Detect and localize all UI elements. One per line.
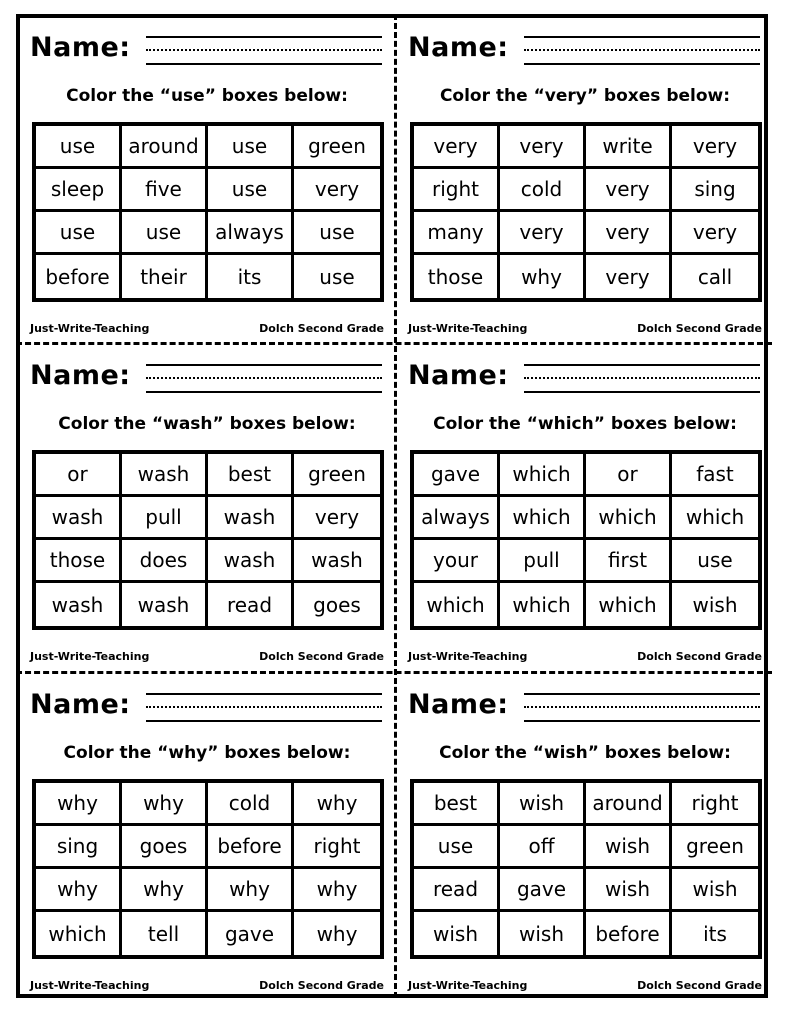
worksheet-card-3 — [18, 344, 396, 672]
word-box[interactable]: very — [672, 126, 758, 169]
instruction-text: Color the “very” boxes below: — [439, 86, 731, 106]
word-box[interactable]: call — [697, 264, 733, 289]
word-box[interactable]: green — [672, 826, 758, 869]
word-box[interactable]: sing — [672, 169, 758, 212]
word-box[interactable]: very — [672, 212, 758, 255]
name-row — [408, 360, 760, 400]
instruction-text: Color the “which” boxes below: — [433, 414, 737, 434]
word-box[interactable]: its — [703, 921, 727, 946]
word-box[interactable]: their — [122, 255, 208, 298]
word-box[interactable]: tell — [122, 912, 208, 955]
word-grid — [32, 122, 384, 302]
word-box[interactable]: wash — [36, 583, 122, 626]
line-top — [146, 364, 382, 366]
word-box[interactable]: wish — [586, 869, 672, 912]
word-box[interactable]: right — [414, 169, 500, 212]
word-box[interactable]: wash — [122, 583, 208, 626]
publisher-credit: Just-Write-Teaching — [30, 979, 150, 992]
word-box[interactable]: off — [500, 826, 586, 869]
word-box[interactable]: why — [36, 783, 122, 826]
line-mid — [146, 49, 382, 51]
line-bot — [524, 63, 760, 65]
word-box[interactable]: or — [586, 454, 672, 497]
word-box[interactable]: your — [414, 540, 500, 583]
word-box[interactable]: which — [500, 583, 586, 626]
word-box[interactable]: which — [586, 497, 672, 540]
name-label: Name: — [408, 32, 509, 63]
word-box[interactable]: before — [36, 255, 122, 298]
instruction-text: Color the “why” boxes below: — [63, 743, 351, 763]
worksheet-card-4 — [396, 344, 774, 672]
word-box[interactable]: or — [36, 454, 122, 497]
name-label: Name: — [30, 32, 131, 63]
word-box[interactable]: read — [414, 869, 500, 912]
name-writing-lines[interactable] — [524, 364, 760, 398]
word-box[interactable]: wash — [208, 540, 294, 583]
line-bot — [146, 720, 382, 722]
line-bot — [524, 720, 760, 722]
word-box[interactable]: why — [500, 255, 586, 298]
word-box[interactable]: cold — [208, 783, 294, 826]
word-box[interactable]: why — [316, 921, 358, 946]
word-box[interactable]: why — [122, 869, 208, 912]
word-box[interactable]: best — [414, 783, 500, 826]
word-box[interactable]: first — [586, 540, 672, 583]
word-box[interactable]: those — [414, 255, 500, 298]
word-box[interactable]: right — [672, 783, 758, 826]
word-box[interactable]: fast — [672, 454, 758, 497]
word-box[interactable]: right — [294, 826, 380, 869]
line-bot — [524, 391, 760, 393]
word-box[interactable]: around — [586, 783, 672, 826]
word-box[interactable]: use — [294, 212, 380, 255]
word-box[interactable]: use — [122, 212, 208, 255]
word-box[interactable]: why — [208, 869, 294, 912]
word-box[interactable]: cold — [500, 169, 586, 212]
word-box[interactable]: wash — [294, 540, 380, 583]
publisher-credit: Just-Write-Teaching — [30, 650, 150, 663]
name-label: Name: — [408, 689, 509, 720]
publisher-credit: Just-Write-Teaching — [30, 322, 150, 335]
name-writing-lines[interactable] — [146, 364, 382, 398]
word-box[interactable]: sing — [36, 826, 122, 869]
word-box[interactable]: use — [672, 540, 758, 583]
line-top — [146, 693, 382, 695]
word-grid — [410, 779, 762, 959]
line-top — [146, 36, 382, 38]
word-box[interactable]: before — [208, 826, 294, 869]
word-box[interactable]: pull — [122, 497, 208, 540]
instruction-text: Color the “wash” boxes below: — [58, 414, 356, 434]
word-box[interactable]: which — [586, 583, 672, 626]
word-box[interactable]: use — [208, 169, 294, 212]
word-box[interactable]: wish — [500, 783, 586, 826]
word-grid — [32, 450, 384, 630]
grade-level-label: Dolch Second Grade — [637, 650, 762, 663]
name-writing-lines[interactable] — [146, 36, 382, 70]
word-box[interactable]: five — [122, 169, 208, 212]
name-row — [30, 689, 382, 729]
worksheet-card-1 — [18, 16, 396, 344]
word-box[interactable]: gave — [414, 454, 500, 497]
word-box[interactable]: wish — [500, 912, 586, 955]
word-box[interactable]: use — [36, 126, 122, 169]
word-box[interactable]: sleep — [36, 169, 122, 212]
name-row — [30, 32, 382, 72]
word-grid — [410, 122, 762, 302]
word-box[interactable]: very — [414, 126, 500, 169]
word-grid — [410, 450, 762, 630]
publisher-credit: Just-Write-Teaching — [408, 322, 528, 335]
word-box[interactable]: best — [208, 454, 294, 497]
word-box[interactable]: always — [414, 497, 500, 540]
word-box[interactable]: which — [36, 912, 122, 955]
word-box[interactable]: very — [500, 212, 586, 255]
word-box[interactable]: which — [500, 454, 586, 497]
grade-level-label: Dolch Second Grade — [637, 979, 762, 992]
worksheet-card-6 — [396, 673, 774, 1001]
line-top — [524, 364, 760, 366]
name-label: Name: — [30, 360, 131, 391]
line-bot — [146, 63, 382, 65]
word-box[interactable]: why — [36, 869, 122, 912]
word-box[interactable]: which — [500, 497, 586, 540]
worksheet-card-2 — [396, 16, 774, 344]
word-box[interactable]: its — [208, 255, 294, 298]
word-box[interactable]: goes — [313, 592, 361, 617]
grade-level-label: Dolch Second Grade — [637, 322, 762, 335]
name-writing-lines[interactable] — [524, 36, 760, 70]
word-box[interactable]: many — [414, 212, 500, 255]
word-box[interactable]: always — [208, 212, 294, 255]
word-box[interactable]: very — [586, 212, 672, 255]
word-box[interactable]: wish — [672, 869, 758, 912]
word-box[interactable]: very — [586, 169, 672, 212]
line-mid — [524, 49, 760, 51]
word-box[interactable]: pull — [500, 540, 586, 583]
word-box[interactable]: write — [586, 126, 672, 169]
word-box[interactable]: very — [294, 497, 380, 540]
word-box[interactable]: which — [414, 583, 500, 626]
word-box[interactable]: very — [586, 255, 672, 298]
word-box[interactable]: wash — [122, 454, 208, 497]
word-box[interactable]: green — [294, 454, 380, 497]
word-box[interactable]: wash — [36, 497, 122, 540]
publisher-credit: Just-Write-Teaching — [408, 650, 528, 663]
line-mid — [146, 706, 382, 708]
name-row — [408, 689, 760, 729]
word-box[interactable]: why — [294, 869, 380, 912]
line-bot — [146, 391, 382, 393]
grade-level-label: Dolch Second Grade — [259, 979, 384, 992]
word-box[interactable]: green — [294, 126, 380, 169]
word-box[interactable]: very — [294, 169, 380, 212]
word-box[interactable]: wish — [414, 912, 500, 955]
name-row — [30, 360, 382, 400]
word-box[interactable]: very — [500, 126, 586, 169]
word-box[interactable]: why — [122, 783, 208, 826]
grade-level-label: Dolch Second Grade — [259, 322, 384, 335]
word-box[interactable]: those — [36, 540, 122, 583]
word-box[interactable]: goes — [122, 826, 208, 869]
name-label: Name: — [30, 689, 131, 720]
word-box[interactable]: read — [208, 583, 294, 626]
word-box[interactable]: why — [294, 783, 380, 826]
name-label: Name: — [408, 360, 509, 391]
word-box[interactable]: use — [208, 126, 294, 169]
instruction-text: Color the “use” boxes below: — [66, 86, 348, 106]
word-box[interactable]: use — [319, 264, 355, 289]
instruction-text: Color the “wish” boxes below: — [439, 743, 731, 763]
line-mid — [524, 377, 760, 379]
word-box[interactable]: use — [36, 212, 122, 255]
word-box[interactable]: wash — [208, 497, 294, 540]
word-box[interactable]: around — [122, 126, 208, 169]
word-box[interactable]: gave — [500, 869, 586, 912]
name-row — [408, 32, 760, 72]
word-box[interactable]: use — [414, 826, 500, 869]
line-mid — [524, 706, 760, 708]
word-box[interactable]: wish — [692, 592, 738, 617]
publisher-credit: Just-Write-Teaching — [408, 979, 528, 992]
word-grid — [32, 779, 384, 959]
word-box[interactable]: does — [122, 540, 208, 583]
word-box[interactable]: wish — [586, 826, 672, 869]
worksheet-card-5 — [18, 673, 396, 1001]
word-box[interactable]: gave — [208, 912, 294, 955]
name-writing-lines[interactable] — [146, 693, 382, 727]
line-mid — [146, 377, 382, 379]
line-top — [524, 693, 760, 695]
word-box[interactable]: before — [586, 912, 672, 955]
grade-level-label: Dolch Second Grade — [259, 650, 384, 663]
name-writing-lines[interactable] — [524, 693, 760, 727]
word-box[interactable]: which — [672, 497, 758, 540]
line-top — [524, 36, 760, 38]
